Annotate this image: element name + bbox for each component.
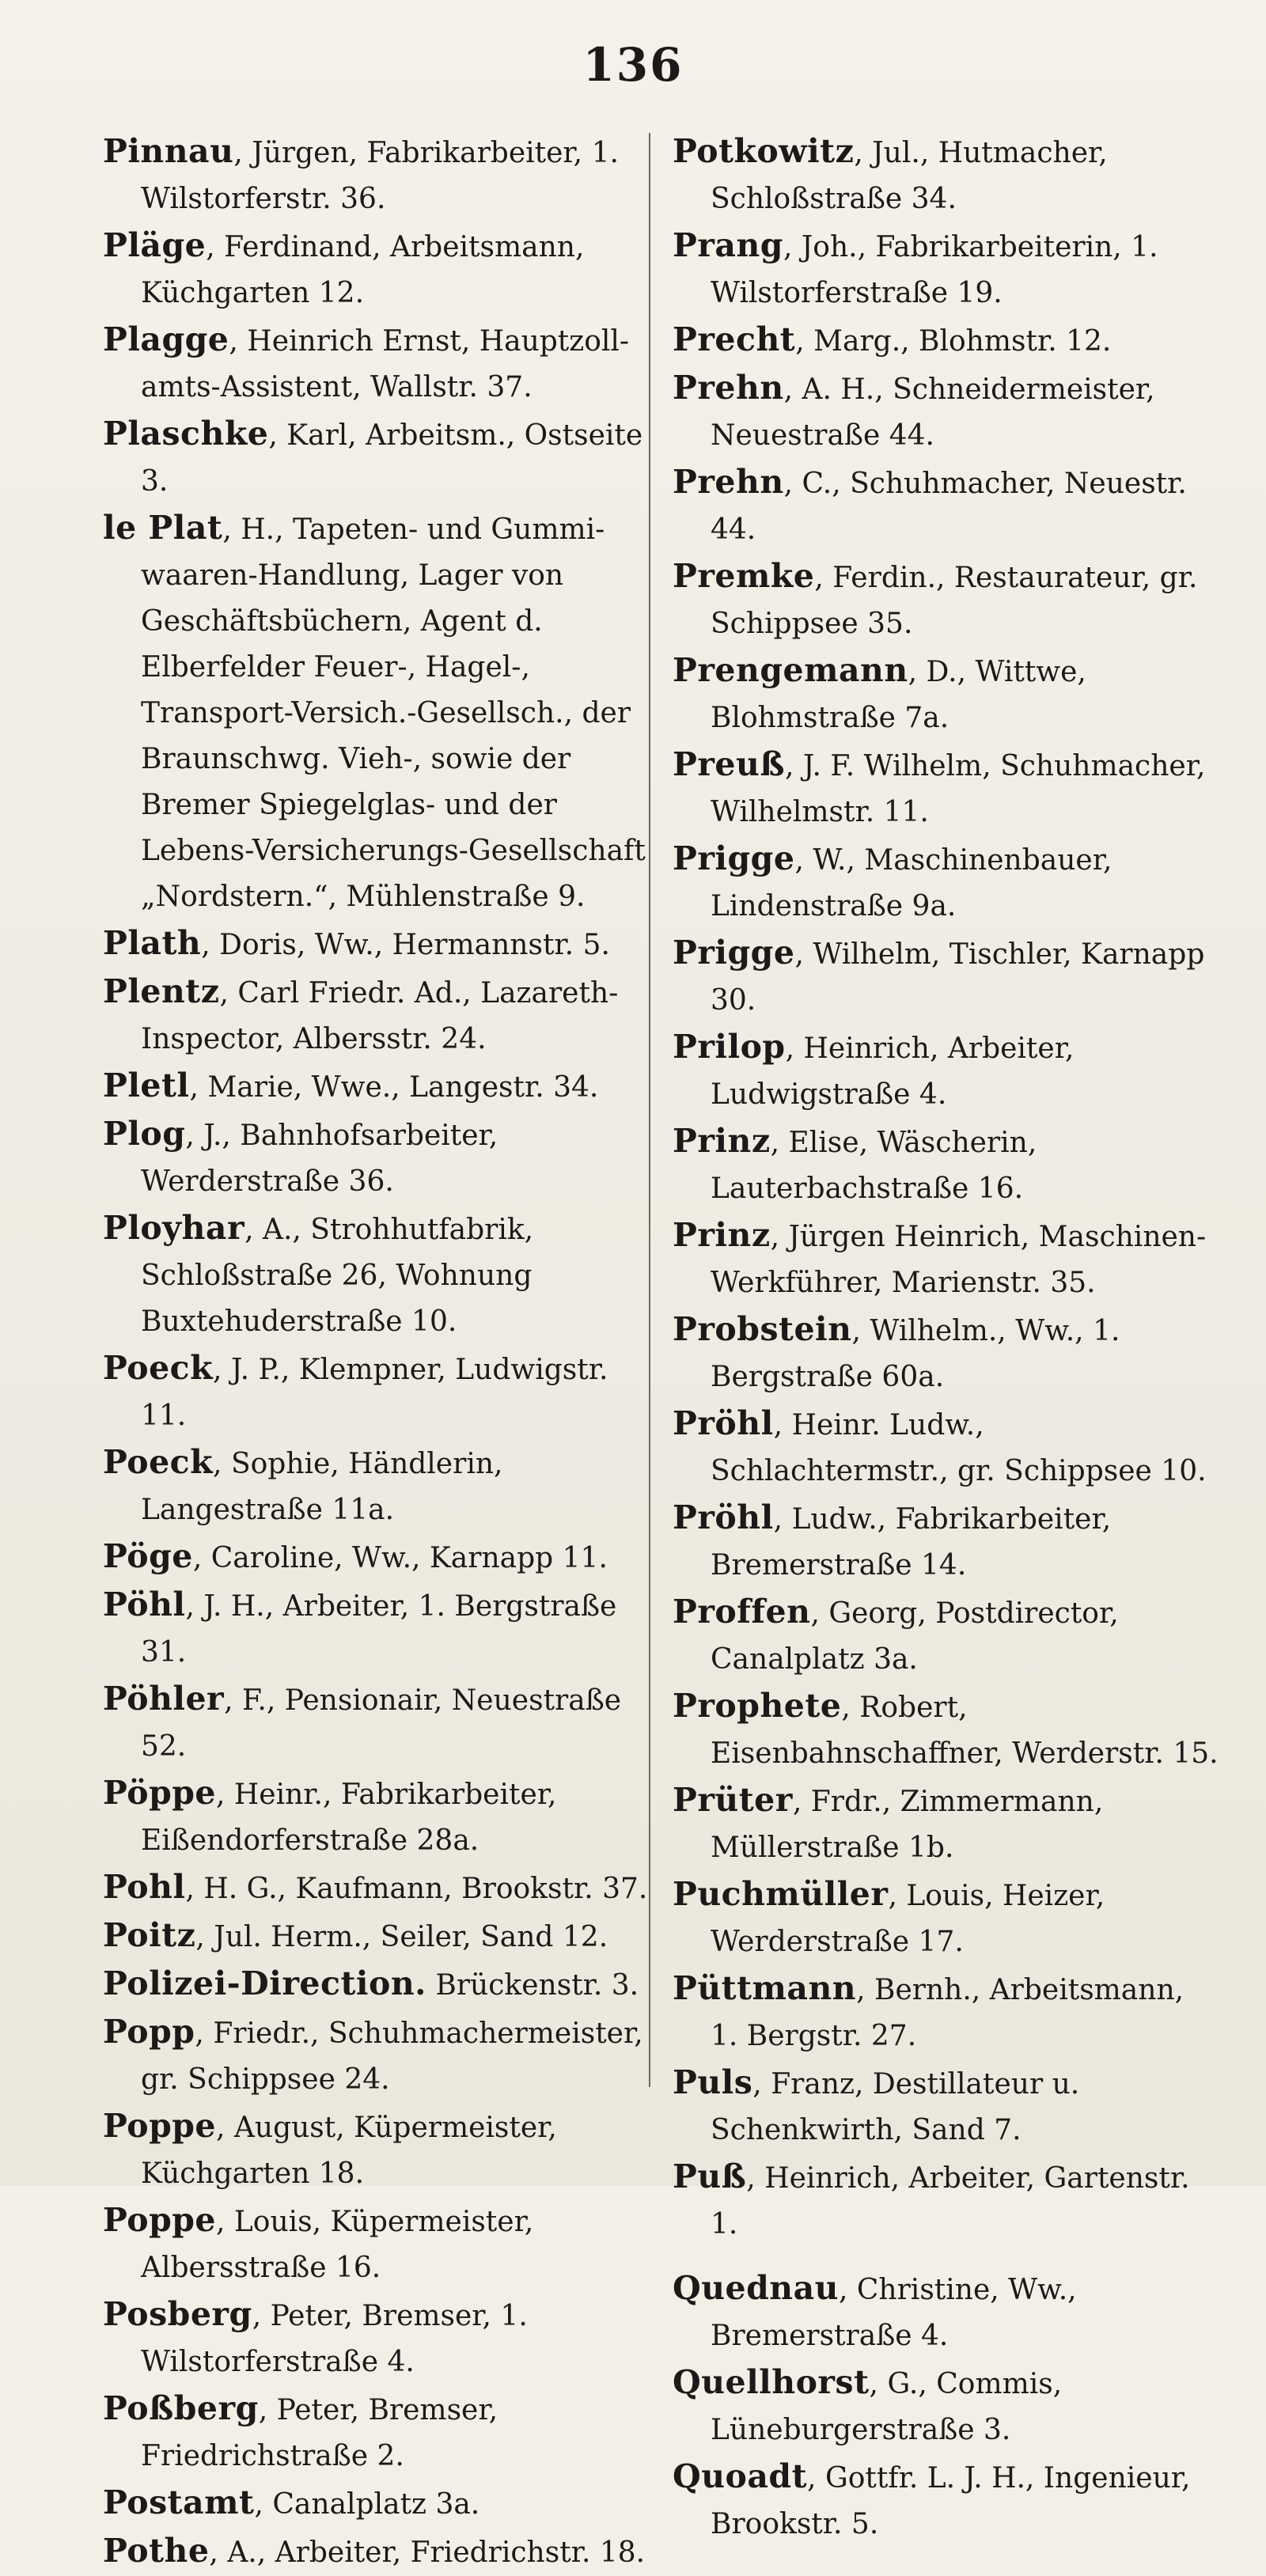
directory-entry: Pöppe, Heinr., Fabrikarbeiter, Eißendorferstraße 28a. — [103, 1774, 557, 1857]
entry-details: Friedr., Schuhmachermeister, gr. Schippsee 24. — [141, 2017, 643, 2096]
entry-details: Jürgen Heinrich, Maschinen-Werkführer, Marienstr. 35. — [711, 1221, 1207, 1299]
entry-surname: Poßberg — [103, 2389, 259, 2427]
entry-details: Heinrich, Arbeiter, Gartenstr. 1. — [711, 2162, 1190, 2241]
entry-details: Ludw., Fabrikarbeiter, Bremerstraße 14. — [711, 1503, 1112, 1582]
entry-surname: Prengemann — [673, 651, 908, 689]
directory-entry: Poeck, Sophie, Händlerin, Langestraße 11a. — [103, 1443, 503, 1526]
right-column — [673, 128, 1219, 2548]
entry-surname: Pöhl — [103, 1585, 186, 1623]
entry-surname: Poeck — [103, 1349, 214, 1387]
directory-entry: Pöge, Caroline, Ww., Karnapp 11. — [103, 1537, 608, 1575]
directory-entry: Plagge, Heinrich Ernst, Hauptzoll-amts-Assistent, Wallstr. 37. — [103, 320, 630, 403]
directory-entry: Plaschke, Karl, Arbeitsm., Ostseite 3. — [103, 415, 643, 498]
entry-surname: Plaschke — [103, 415, 269, 453]
entry-details: Peter, Bremser, 1. Wilstorferstraße 4. — [141, 2300, 528, 2378]
directory-entry: Quellhorst, G., Commis, Lüneburgerstraße 3. — [673, 2363, 1063, 2446]
directory-entry: Posberg, Peter, Bremser, 1. Wilstorferstraße 4. — [103, 2295, 528, 2378]
entry-details: Wilhelm., Ww., 1. Bergstraße 60a. — [711, 1315, 1120, 1393]
entry-details: Sophie, Händlerin, Langestraße 11a. — [141, 1448, 503, 1526]
entry-details: Peter, Bremser, Friedrichstraße 2. — [141, 2394, 498, 2472]
entry-surname: Prilop — [673, 1028, 786, 1066]
entry-surname: Pröhl — [673, 1404, 774, 1442]
entry-details: Heinrich, Arbeiter, Ludwigstraße 4. — [711, 1032, 1075, 1111]
entry-surname: Puß — [673, 2157, 747, 2195]
entry-surname: Poppe — [103, 2201, 216, 2239]
entry-surname: Puls — [673, 2063, 753, 2101]
entry-details: Joh., Fabrikarbeiterin, 1. Wilstorferstraße 19. — [711, 231, 1158, 309]
directory-entry: Prilop, Heinrich, Arbeiter, Ludwigstraße 4. — [673, 1028, 1075, 1111]
directory-entry: Pletl, Marie, Wwe., Langestr. 34. — [103, 1066, 599, 1104]
directory-entry: Probstein, Wilhelm., Ww., 1. Bergstraße 60a. — [673, 1310, 1120, 1393]
directory-entry: Pläge, Ferdinand, Arbeitsmann, Küchgarten 12. — [103, 226, 585, 309]
entry-details: J. F. Wilhelm, Schuhmacher, Wilhelmstr. 11. — [711, 750, 1206, 828]
entry-details: J., Bahnhofsarbeiter, Werderstraße 36. — [141, 1119, 498, 1198]
entry-details: Elise, Wäscherin, Lauterbachstraße 16. — [711, 1127, 1037, 1205]
entry-details: Heinrich Ernst, Hauptzoll-amts-Assistent, Wallstr. 37. — [141, 325, 630, 403]
entry-surname: Poitz — [103, 1916, 196, 1954]
entry-surname: Prigge — [673, 839, 795, 877]
directory-entry: Pöhler, F., Pensionair, Neuestraße 52. — [103, 1680, 622, 1763]
directory-entry: Postamt, Canalplatz 3a. — [103, 2483, 480, 2521]
directory-entry: Prinz, Jürgen Heinrich, Maschinen-Werkführer, Marienstr. 35. — [673, 1216, 1207, 1299]
entry-details: A., Strohhutfabrik, Schloßstraße 26, Wohnung Buxtehuderstraße 10. — [141, 1214, 534, 1338]
entry-surname: Poeck — [103, 1443, 214, 1481]
entry-details: Louis, Küpermeister, Albersstraße 16. — [141, 2206, 534, 2284]
directory-entry: Prengemann, D., Wittwe, Blohmstraße 7a. — [673, 651, 1086, 734]
entry-details: H. G., Kaufmann, Brookstr. 37. — [203, 1873, 648, 1905]
page-number: 136 — [582, 38, 684, 92]
directory-entry: Pinnau, Jürgen, Fabrikarbeiter, 1. Wilstorferstr. 36. — [103, 132, 619, 215]
entry-surname: Prigge — [673, 934, 795, 972]
entry-surname: Prinz — [673, 1122, 771, 1160]
entry-surname: Pothe — [103, 2532, 210, 2570]
directory-entry: Prüter, Frdr., Zimmermann, Müllerstraße 1b. — [673, 1781, 1104, 1864]
entry-surname: Plentz — [103, 972, 220, 1010]
directory-entry: Pröhl, Heinr. Ludw., Schlachtermstr., gr. Schippsee 10. — [673, 1404, 1207, 1487]
directory-entry: Precht, Marg., Blohmstr. 12. — [673, 320, 1112, 358]
entry-surname: Prehn — [673, 463, 784, 501]
entry-surname: Puchmüller — [673, 1875, 889, 1913]
entry-details: D., Wittwe, Blohmstraße 7a. — [711, 656, 1086, 734]
directory-entry: Puchmüller, Louis, Heizer, Werderstraße 17. — [673, 1875, 1105, 1958]
left-column — [103, 128, 649, 2576]
directory-entry: Prophete, Robert, Eisenbahnschaffner, Werderstr. 15. — [673, 1687, 1219, 1770]
entry-details: Wilhelm, Tischler, Karnapp 30. — [711, 938, 1205, 1017]
directory-entry: Poppe, August, Küpermeister, Küchgarten 18. — [103, 2107, 557, 2190]
directory-entry: Potkowitz, Jul., Hutmacher, Schloßstraße 34. — [673, 132, 1108, 215]
entry-surname: Posberg — [103, 2295, 252, 2333]
entry-details: Georg, Postdirector, Canalplatz 3a. — [711, 1597, 1119, 1676]
entry-surname: Proffen — [673, 1593, 811, 1631]
entry-surname: Potkowitz — [673, 132, 855, 170]
entry-surname: Popp — [103, 2013, 195, 2051]
entry-details: Gottfr. L. J. H., Ingenieur, Brookstr. 5. — [711, 2462, 1191, 2540]
entry-surname: Pohl — [103, 1868, 186, 1906]
entry-surname: Prüter — [673, 1781, 793, 1819]
directory-entry: Prinz, Elise, Wäscherin, Lauterbachstraße 16. — [673, 1122, 1037, 1205]
column-divider — [649, 133, 650, 2087]
entry-details: H., Tapeten- und Gummi-waaren-Handlung, Lager von Geschäftsbüchern, Agent d. Elberfelder Feuer-, Hagel-, Transport-Versich.-Gesellsch., der Braunschwg. Vieh-, sowie der Bremer Spiegelglas- und der Lebens-Versicherungs-Gesellschaft „Nordstern.“, Mühlenstraße 9. — [141, 513, 646, 913]
entry-surname: Probstein — [673, 1310, 852, 1348]
directory-entry: Prehn, C., Schuhmacher, Neuestr. 44. — [673, 463, 1187, 546]
directory-entry: Popp, Friedr., Schuhmachermeister, gr. Schippsee 24. — [103, 2013, 643, 2096]
entry-surname: Ployhar — [103, 1209, 245, 1247]
entry-details: A., Arbeiter, Friedrichstr. 18. — [227, 2536, 646, 2569]
entry-details: Karl, Arbeitsm., Ostseite 3. — [141, 419, 643, 498]
entry-surname: Quellhorst — [673, 2363, 870, 2401]
entry-surname: Prang — [673, 226, 783, 264]
directory-entry: Plath, Doris, Ww., Hermannstr. 5. — [103, 924, 610, 962]
entry-surname: Premke — [673, 557, 815, 595]
directory-entry — [103, 1960, 649, 2009]
entry-details: Louis, Heizer, Werderstraße 17. — [711, 1880, 1105, 1958]
entry-surname: Pläge — [103, 226, 207, 264]
entry-surname: Plagge — [103, 320, 229, 358]
directory-entry: Quednau, Christine, Ww., Bremerstraße 4. — [673, 2269, 1077, 2352]
entry-surname: Prinz — [673, 1216, 771, 1254]
entry-details: Jürgen, Fabrikarbeiter, 1. Wilstorferstr. 36. — [141, 137, 619, 215]
directory-entry: Prigge, Wilhelm, Tischler, Karnapp 30. — [673, 934, 1205, 1017]
entry-details: Franz, Destillateur u. Schenkwirth, Sand 7. — [711, 2068, 1080, 2146]
entry-details: Canalplatz 3a. — [272, 2488, 480, 2521]
entry-details: Christine, Ww., Bremerstraße 4. — [711, 2274, 1077, 2352]
entry-details: Marg., Blohmstr. 12. — [813, 325, 1112, 358]
directory-entry: Quoadt, Gottfr. L. J. H., Ingenieur, Brookstr. 5. — [673, 2457, 1191, 2540]
entry-surname: Plath — [103, 924, 202, 962]
directory-entry: Pothe, A., Arbeiter, Friedrichstr. 18. — [103, 2532, 646, 2570]
entry-details: Jul. Herm., Seiler, Sand 12. — [214, 1921, 608, 1953]
directory-entry: Pröhl, Ludw., Fabrikarbeiter, Bremerstraße 14. — [673, 1498, 1112, 1582]
directory-entry: Plentz, Carl Friedr. Ad., Lazareth-Inspector, Albersstr. 24. — [103, 972, 619, 1055]
entry-surname: Quoadt — [673, 2457, 808, 2495]
entry-details: Heinr., Fabrikarbeiter, Eißendorferstraße 28a. — [141, 1779, 557, 1857]
entry-surname: Püttmann — [673, 1969, 857, 2007]
entry-details: Brückenstr. 3. — [435, 1969, 639, 2002]
directory-entry: Prehn, A. H., Schneidermeister, Neuestraße 44. — [673, 369, 1155, 452]
entry-details: Jul., Hutmacher, Schloßstraße 34. — [711, 137, 1108, 215]
entry-surname: Prehn — [673, 369, 784, 407]
entry-details: August, Küpermeister, Küchgarten 18. — [141, 2112, 557, 2190]
entry-details: Marie, Wwe., Langestr. 34. — [207, 1071, 599, 1104]
entry-details: F., Pensionair, Neuestraße 52. — [141, 1684, 622, 1763]
entry-surname: Pletl — [103, 1066, 190, 1104]
entry-surname: le Plat — [103, 509, 223, 547]
directory-entry: le Plat, H., Tapeten- und Gummi-waaren-Handlung, Lager von Geschäftsbüchern, Agent d. Elberfelder Feuer-, Hagel-, Transport-Versich.-Gesellsch., der Braunschwg. Vieh-, sowie der Bremer Spiegelglas- und der Lebens-Versicherungs-Gesellschaft „Nordstern.“, Mühlenstraße 9. — [103, 509, 646, 913]
entry-details: J. H., Arbeiter, 1. Bergstraße 31. — [141, 1590, 617, 1669]
entry-surname: Prophete — [673, 1687, 842, 1725]
entry-details: G., Commis, Lüneburgerstraße 3. — [711, 2368, 1063, 2446]
entry-surname: Precht — [673, 320, 796, 358]
entry-details: J. P., Klempner, Ludwigstr. 11. — [141, 1354, 608, 1432]
entry-details: A. H., Schneidermeister, Neuestraße 44. — [711, 373, 1155, 452]
entry-details: Heinr. Ludw., Schlachtermstr., gr. Schippsee 10. — [711, 1409, 1207, 1487]
directory-entry: Pohl, H. G., Kaufmann, Brookstr. 37. — [103, 1868, 648, 1906]
entry-details: Robert, Eisenbahnschaffner, Werderstr. 15. — [711, 1691, 1219, 1770]
entry-surname: Poppe — [103, 2107, 216, 2145]
directory-entry: Ployhar, A., Strohhutfabrik, Schloßstraße 26, Wohnung Buxtehuderstraße 10. — [103, 1209, 534, 1338]
entry-surname: Preuß — [673, 745, 785, 783]
directory-entry: Prigge, W., Maschinenbauer, Lindenstraße 9a. — [673, 839, 1112, 922]
entry-details: Ferdinand, Arbeitsmann, Küchgarten 12. — [141, 231, 585, 309]
directory-entry: Poppe, Louis, Küpermeister, Albersstraße 16. — [103, 2201, 534, 2284]
entry-details: W., Maschinenbauer, Lindenstraße 9a. — [711, 844, 1112, 922]
entry-surname: Postamt — [103, 2483, 255, 2521]
directory-entry: Plog, J., Bahnhofsarbeiter, Werderstraße 36. — [103, 1115, 498, 1198]
entry-surname: Plog — [103, 1115, 186, 1153]
directory-entry: Poitz, Jul. Herm., Seiler, Sand 12. — [103, 1916, 608, 1954]
directory-entry: Pöhl, J. H., Arbeiter, 1. Bergstraße 31. — [103, 1585, 617, 1669]
entry-surname: Quednau — [673, 2269, 839, 2307]
directory-entry: Püttmann, Bernh., Arbeitsmann, 1. Bergstr. 27. — [673, 1969, 1185, 2052]
entry-details: Doris, Ww., Hermannstr. 5. — [219, 929, 610, 961]
directory-entry: Poßberg, Peter, Bremser, Friedrichstraße 2. — [103, 2389, 498, 2472]
entry-details: Caroline, Ww., Karnapp 11. — [210, 1542, 608, 1574]
directory-entry: Proffen, Georg, Postdirector, Canalplatz 3a. — [673, 1593, 1119, 1676]
directory-entry: Premke, Ferdin., Restaurateur, gr. Schippsee 35. — [673, 557, 1198, 640]
entry-surname: Pöge — [103, 1537, 193, 1575]
directory-entry: Puß, Heinrich, Arbeiter, Gartenstr. 1. — [673, 2157, 1190, 2241]
entry-details: C., Schuhmacher, Neuestr. 44. — [711, 468, 1187, 546]
directory-entry: Preuß, J. F. Wilhelm, Schuhmacher, Wilhelmstr. 11. — [673, 745, 1206, 828]
entry-surname: Pröhl — [673, 1498, 774, 1536]
entry-details: Frdr., Zimmermann, Müllerstraße 1b. — [711, 1786, 1104, 1864]
entry-details: Carl Friedr. Ad., Lazareth-Inspector, Albersstr. 24. — [141, 977, 619, 1055]
entry-details: Ferdin., Restaurateur, gr. Schippsee 35. — [711, 562, 1198, 640]
entry-surname: Pöhler — [103, 1680, 225, 1718]
entry-surname: Polizei-Direction. — [103, 1964, 426, 2002]
entry-details: Bernh., Arbeitsmann, 1. Bergstr. 27. — [711, 1974, 1185, 2052]
entry-surname: Pöppe — [103, 1774, 216, 1812]
directory-entry: Poeck, J. P., Klempner, Ludwigstr. 11. — [103, 1349, 608, 1432]
directory-entry: Prang, Joh., Fabrikarbeiterin, 1. Wilstorferstraße 19. — [673, 226, 1158, 309]
directory-entry: Puls, Franz, Destillateur u. Schenkwirth, Sand 7. — [673, 2063, 1080, 2146]
entry-surname: Pinnau — [103, 132, 234, 170]
